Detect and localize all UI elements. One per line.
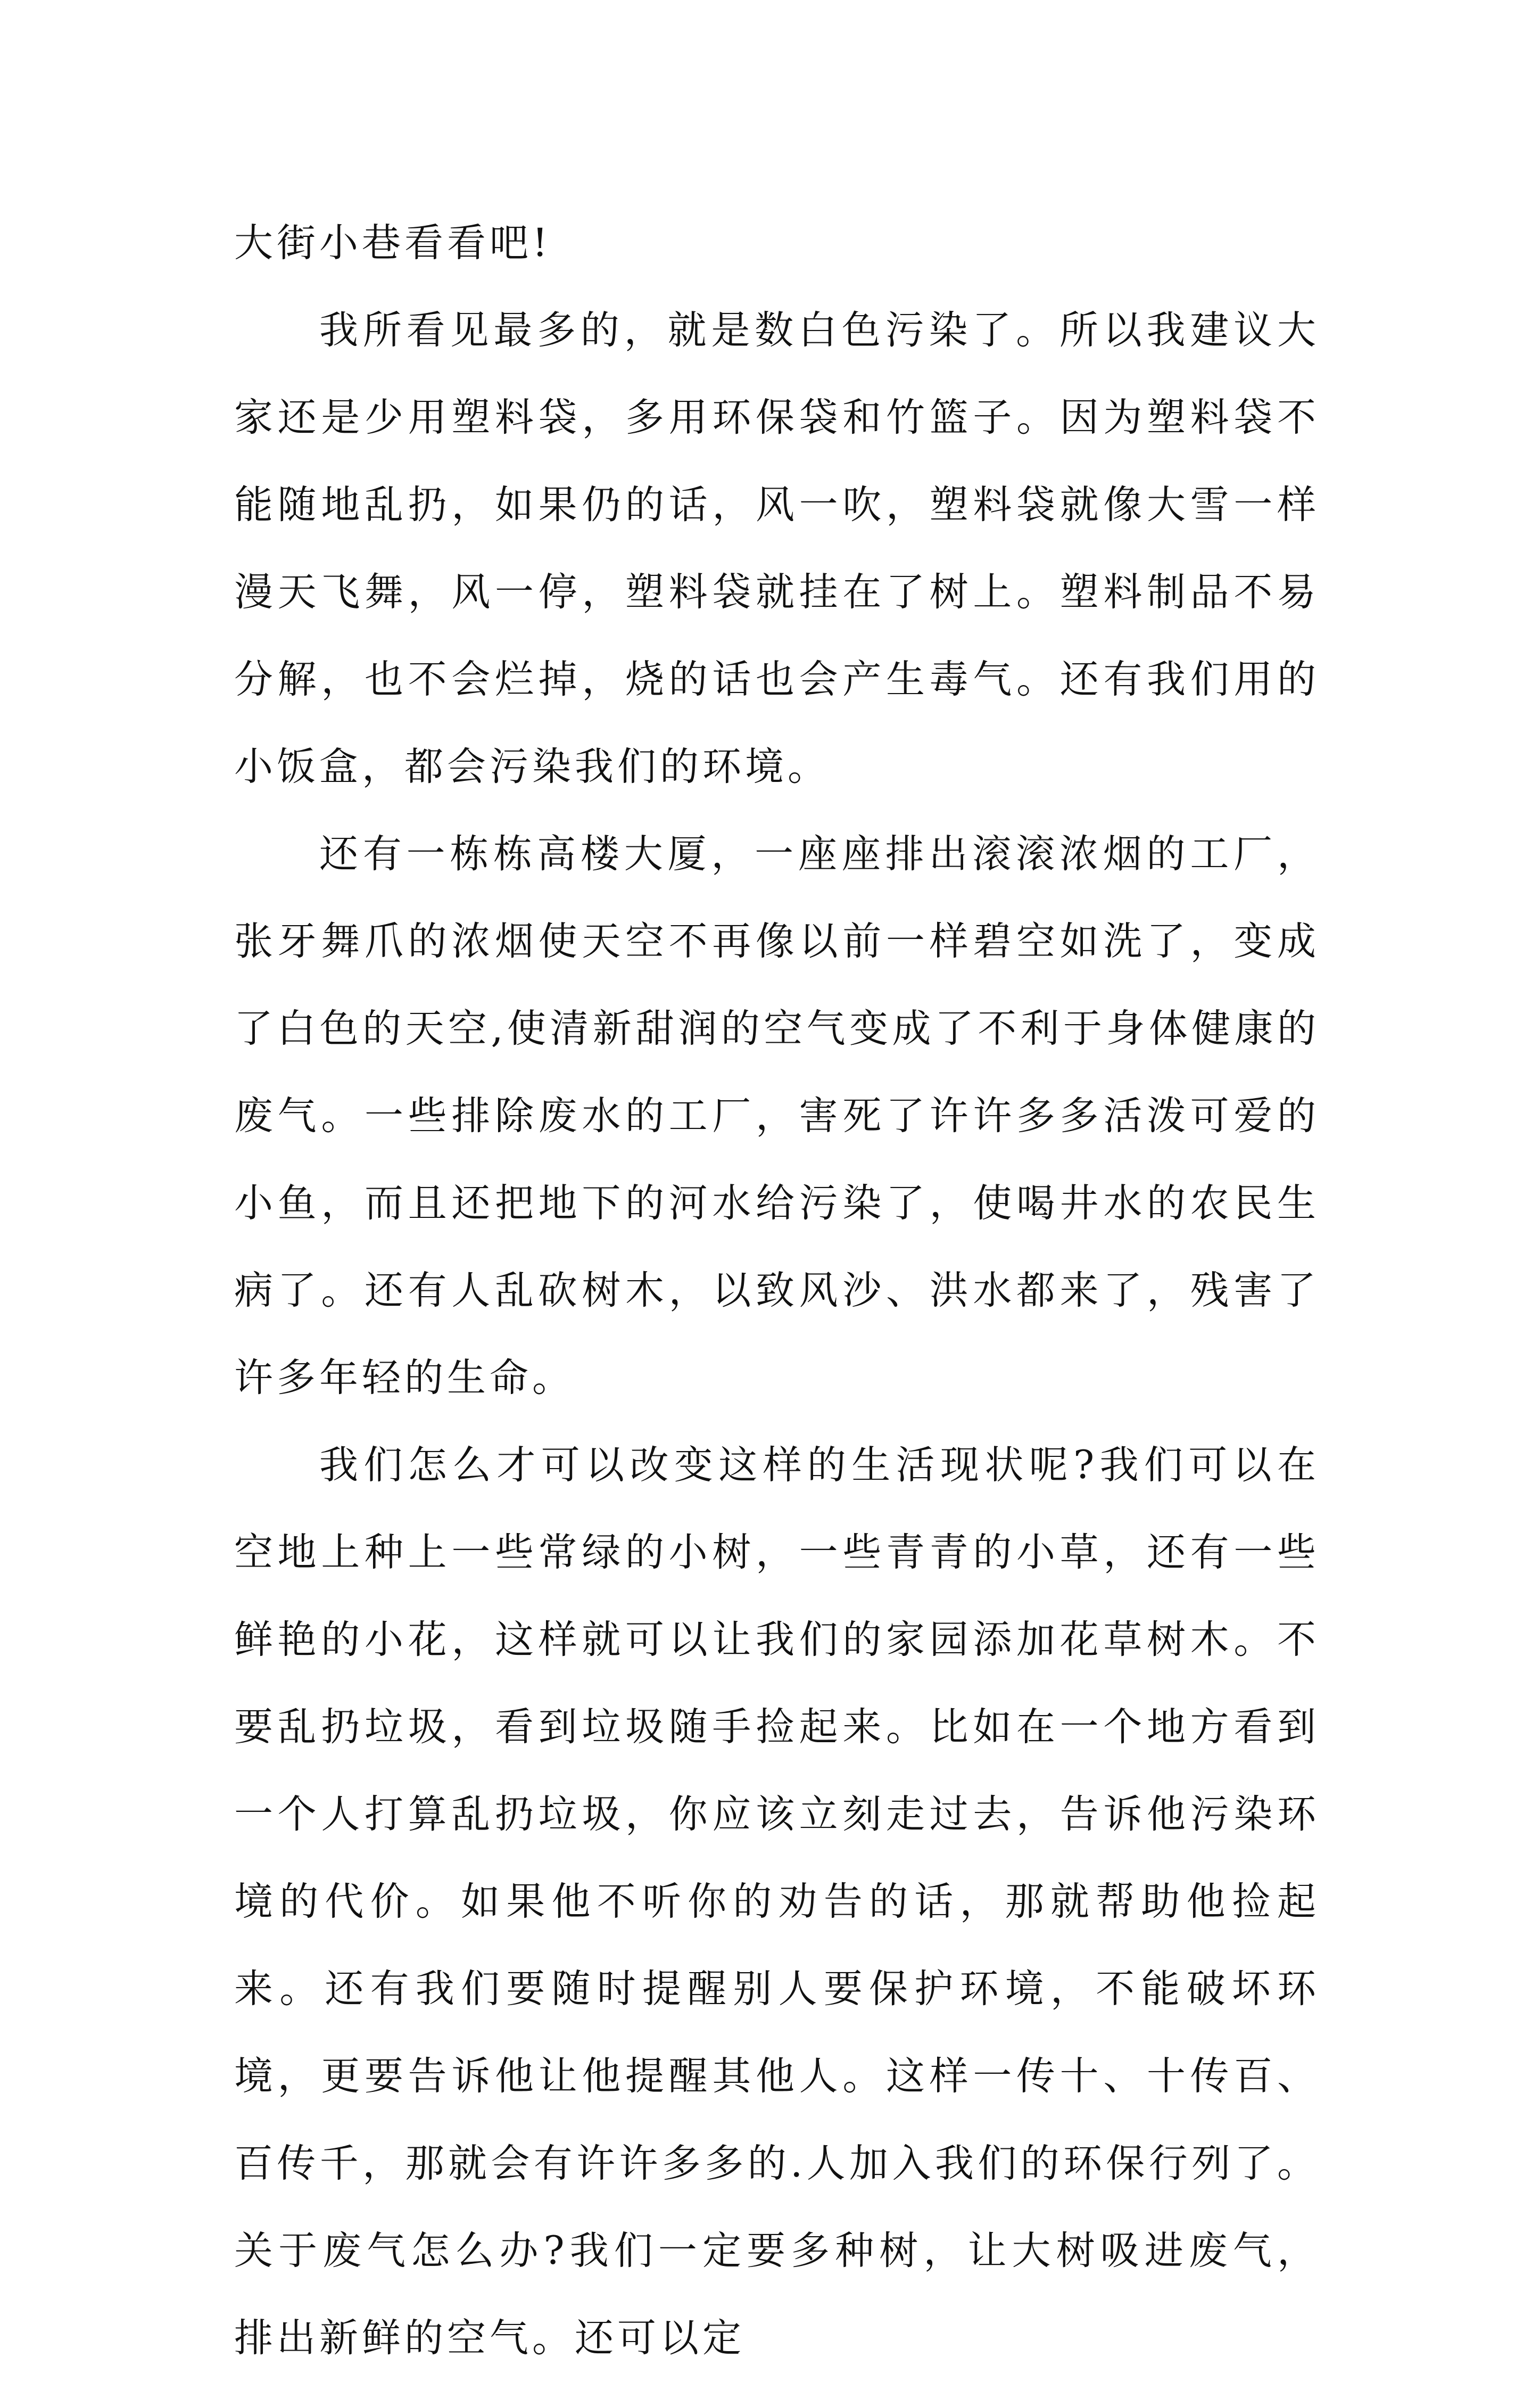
paragraph-solutions: 我们怎么才可以改变这样的生活现状呢?我们可以在空地上种上一些常绿的小树，一些青青的小草，还有一些鲜艳的小花，这样就可以让我们的家园添加花草树木。不要乱扔垃圾，看到垃圾随手捡起来。比如在一个地方看到一个人打算乱扔垃圾，你应该立刻走过去，告诉他污染环境的代价。如果他不听你的劝告的话，那就帮助他捡起来。还有我们要随时提醒别人要保护环境，不能破坏环境，更要告诉他让他提醒其他人。这样一传十、十传百、百传千，那就会有许许多多的.人加入我们的环保行列了。关于废气怎么办?我们一定要多种树，让大树吸进废气，排出新鲜的空气。还可以定 [234,1443,1320,2361]
paragraph-continuation: 大街小巷看看吧! [234,220,552,266]
paragraph-white-pollution: 我所看见最多的，就是数白色污染了。所以我建议大家还是少用塑料袋，多用环保袋和竹篮子。因为塑料袋不能随地乱扔，如果仍的话，风一吹，塑料袋就像大雪一样漫天飞舞，风一停，塑料袋就挂在了树上。塑料制品不易分解，也不会烂掉，烧的话也会产生毒气。还有我们用的小饭盒，都会污染我们的环境。 [234,308,1320,789]
paragraph-factory-pollution: 还有一栋栋高楼大厦，一座座排出滚滚浓烟的工厂，张牙舞爪的浓烟使天空不再像以前一样碧空如洗了，变成了白色的天空,使清新甜润的空气变成了不利于身体健康的废气。一些排除废水的工厂，害死了许许多多活泼可爱的小鱼，而且还把地下的河水给污染了，使喝井水的农民生病了。还有人乱砍树木，以致风沙、洪水都来了，残害了许多年轻的生命。 [234,831,1320,1400]
body-text [234,200,1320,2382]
